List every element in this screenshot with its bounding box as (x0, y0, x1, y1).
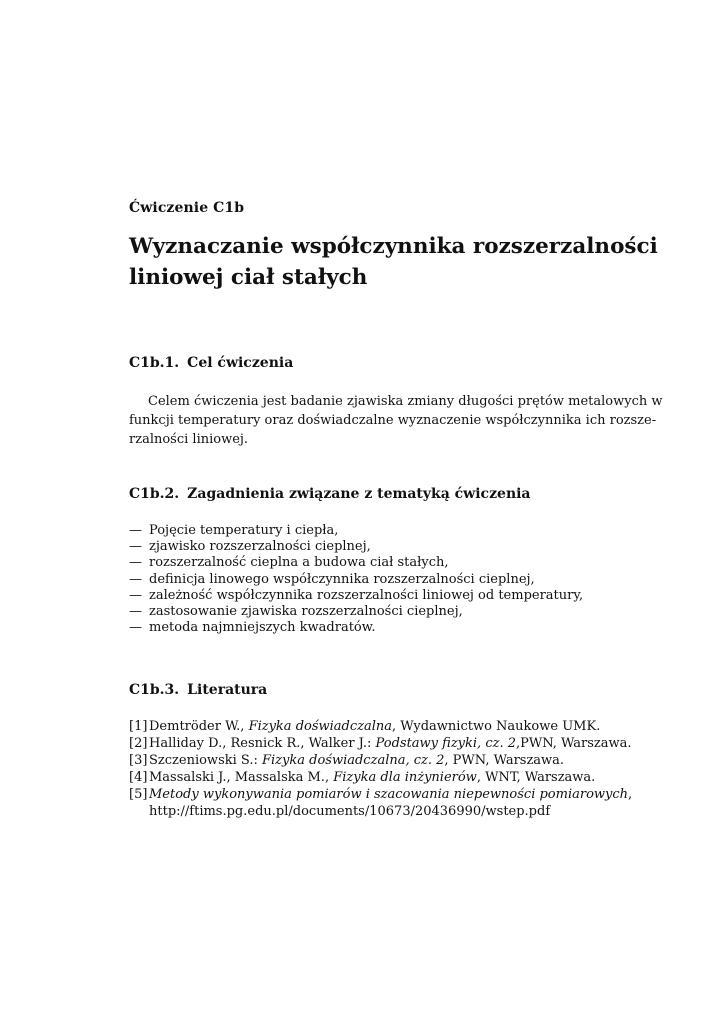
list-item-text: definicja linowego współczynnika rozszerzalności cieplnej, (149, 571, 535, 587)
list-item-text: zastosowanie zjawiska rozszerzalności cieplnej, (149, 604, 463, 620)
paragraph-line: rzalności liniowej. (129, 432, 249, 447)
reference-item (129, 752, 609, 769)
list-item-text: rozszerzalność cieplna a budowa ciał stałych, (149, 555, 449, 571)
section-heading-topics (129, 486, 531, 502)
section-title: Cel ćwiczenia (187, 355, 294, 371)
reference-item (129, 718, 609, 735)
document-title-line: liniowej ciał stałych (129, 265, 368, 290)
section-heading-goal (129, 355, 293, 371)
reference-number: [5] (129, 787, 148, 802)
dash-bullet: — (129, 571, 142, 587)
goal-paragraph (129, 392, 663, 449)
dash-bullet: — (129, 523, 142, 538)
reference-item (129, 786, 633, 820)
topic-list (129, 523, 599, 636)
exercise-label: Ćwiczenie C1b (129, 200, 245, 216)
reference-publisher: , PWN, Warszawa. (444, 753, 565, 768)
list-item (129, 588, 599, 604)
document-title-line: Wyznaczanie współczynnika rozszerzalności (129, 234, 658, 259)
reference-number: [1] (129, 719, 148, 734)
reference-title: Podstawy fizyki, cz. 2 (375, 736, 516, 751)
dash-bullet: — (129, 604, 142, 620)
reference-title: Fizyka doświadczalna (248, 719, 393, 734)
dash-bullet: — (129, 555, 142, 571)
reference-item (129, 769, 609, 786)
reference-authors: Massalski J., Massalska M., (149, 770, 334, 785)
section-number: C1b.2. (129, 486, 180, 502)
reference-title: Metody wykonywania pomiarów i szacowania niepewności pomiarowych (149, 787, 629, 802)
reference-authors: Halliday D., Resnick R., Walker J.: (149, 736, 376, 751)
reference-url[interactable]: http://ftims.pg.edu.pl/documents/10673/20436990/wstep.pdf (149, 804, 551, 819)
dash-bullet: — (129, 620, 142, 636)
list-item (129, 604, 599, 620)
list-item-text: zależność współczynnika rozszerzalności liniowej od temperatury, (149, 587, 584, 603)
dash-bullet: — (129, 587, 142, 603)
section-title: Literatura (187, 682, 268, 698)
reference-item (129, 735, 632, 752)
list-item-text: metoda najmniejszych kwadratów. (149, 620, 376, 636)
paragraph-line: Celem ćwiczenia jest badanie zjawiska zmiany długości prętów metalowych w (148, 394, 663, 409)
reference-publisher: ,PWN, Warszawa. (515, 736, 632, 751)
reference-number: [4] (129, 770, 148, 785)
reference-title: Fizyka dla inżynierów (333, 770, 477, 785)
list-item (129, 555, 599, 571)
list-item (129, 572, 599, 588)
section-number: C1b.1. (129, 355, 180, 371)
list-item (129, 539, 599, 555)
list-item-text: zjawisko rozszerzalności cieplnej, (149, 539, 371, 555)
reference-publisher: , WNT, Warszawa. (476, 770, 596, 785)
paragraph-line: funkcji temperatury oraz doświadczalne wyznaczenie współczynnika ich rozsze- (129, 413, 657, 428)
document-page (129, 0, 663, 1024)
reference-publisher: , (628, 787, 633, 802)
reference-list (129, 718, 633, 820)
list-item (129, 523, 599, 539)
list-item-text: Pojęcie temperatury i ciepła, (149, 523, 339, 538)
list-item (129, 620, 599, 636)
section-title: Zagadnienia związane z tematyką ćwiczenia (187, 486, 531, 502)
reference-publisher: , Wydawnictwo Naukowe UMK. (392, 719, 601, 734)
document-title (129, 231, 658, 293)
reference-authors: Szczeniowski S.: (149, 753, 262, 768)
reference-number: [2] (129, 736, 148, 751)
section-heading-literature (129, 682, 267, 698)
dash-bullet: — (129, 539, 142, 555)
section-number: C1b.3. (129, 682, 180, 698)
reference-title: Fizyka doświadczalna, cz. 2 (262, 753, 445, 768)
reference-number: [3] (129, 753, 148, 768)
reference-authors: Demtröder W., (149, 719, 249, 734)
